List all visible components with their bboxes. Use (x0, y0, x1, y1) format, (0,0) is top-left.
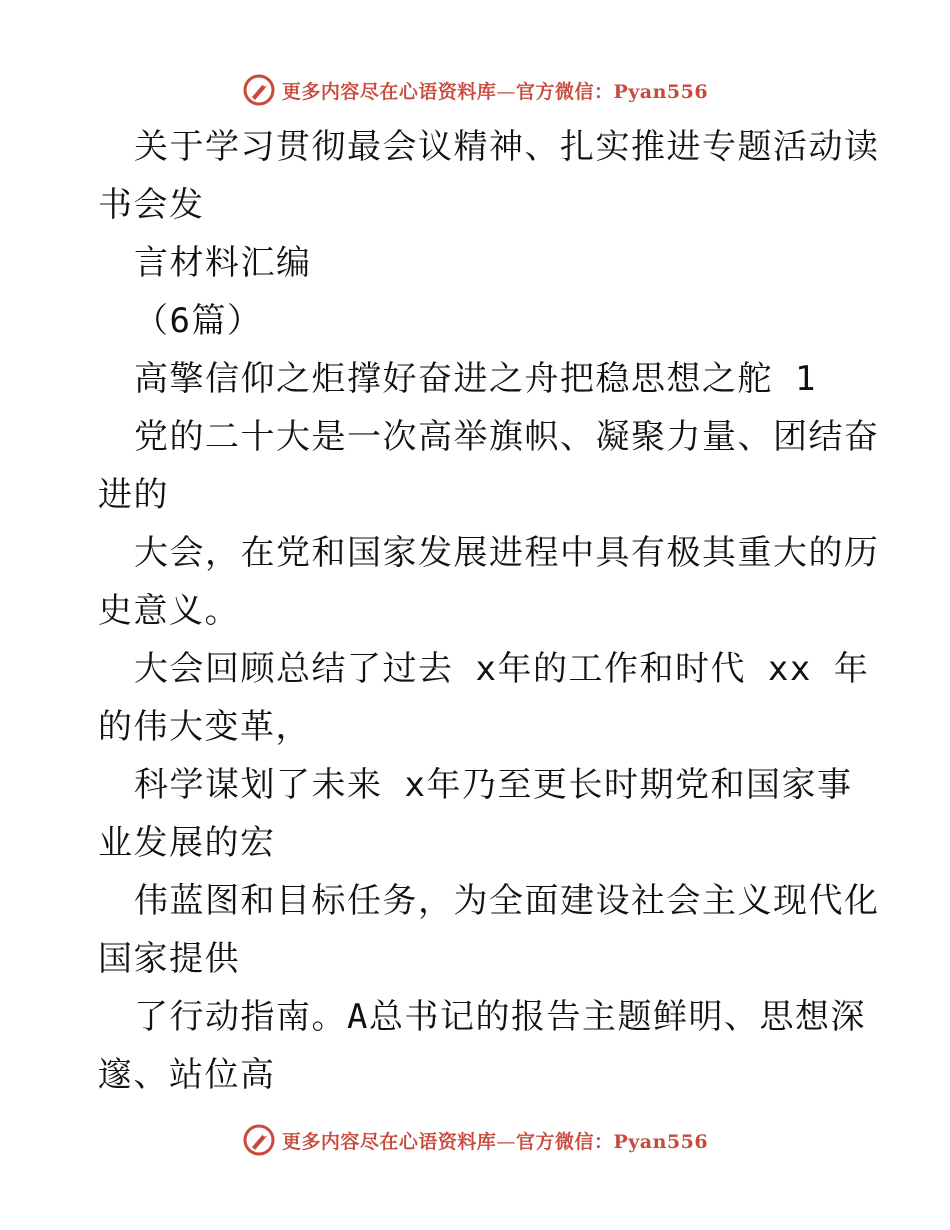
text-line: 史意义。 (98, 591, 240, 631)
banner-title: 更多内容尽在心语资料库 (281, 1130, 497, 1153)
text-line: 国家提供 (98, 939, 240, 979)
footer-banner (0, 1120, 950, 1160)
banner-text (282, 77, 708, 104)
pen-logo-icon (242, 1123, 276, 1157)
banner-wechat-id: Pyan556 (613, 80, 709, 103)
text-line: 伟蓝图和目标任务，为全面建设社会主义现代化 (134, 881, 880, 921)
text-line: 高擎信仰之炬撑好奋进之舟把稳思想之舵 1 (134, 359, 817, 399)
banner-title: 更多内容尽在心语资料库 (281, 80, 497, 103)
text-line: （6篇） (134, 301, 263, 341)
text-line: 进的 (98, 475, 169, 515)
text-line: 的伟大变革， (98, 707, 311, 747)
text-line: 大会回顾总结了过去 x年的工作和时代 xx 年 (134, 649, 870, 689)
header-banner (0, 70, 950, 110)
pen-logo-icon (242, 73, 276, 107)
banner-wechat-id: Pyan556 (613, 1130, 709, 1153)
banner-text (282, 1127, 708, 1154)
text-line: 大会，在党和国家发展进程中具有极其重大的历 (134, 533, 880, 573)
banner-separator: — (496, 1130, 516, 1153)
text-line: 书会发 (98, 185, 205, 225)
banner-wechat-label: 官方微信： (515, 1130, 614, 1153)
text-line: 党的二十大是一次高举旗帜、凝聚力量、团结奋 (134, 417, 880, 457)
banner-separator: — (496, 80, 516, 103)
text-line: 关于学习贯彻最会议精神、扎实推进专题活动读 (134, 127, 880, 167)
text-line: 了行动指南。A总书记的报告主题鲜明、思想深 (134, 997, 866, 1037)
text-line: 邃、站位高 (98, 1055, 276, 1095)
text-line: 科学谋划了未来 x年乃至更长时期党和国家事 (134, 765, 853, 805)
text-line: 言材料汇编 (134, 243, 312, 283)
banner-wechat-label: 官方微信： (515, 80, 614, 103)
document-body (98, 118, 880, 1104)
text-line: 业发展的宏 (98, 823, 276, 863)
